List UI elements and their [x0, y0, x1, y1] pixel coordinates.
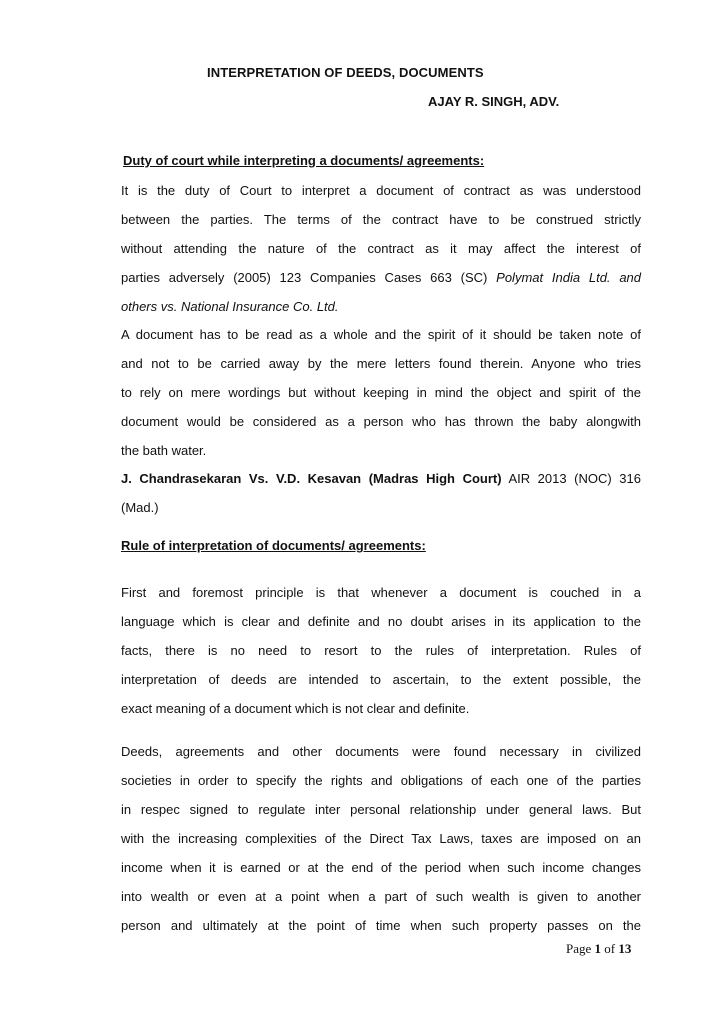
citation-court: (Mad.) — [121, 500, 159, 515]
citation-case-title: J. Chandrasekaran Vs. V.D. Kesavan (Madras High Court) — [121, 471, 502, 486]
paragraph-duty-of-court — [121, 176, 641, 321]
paragraph-line: with the increasing complexities of the Direct Tax Laws, taxes are imposed on an — [121, 831, 641, 846]
paragraph-line: income when it is earned or at the end of the period when such income changes — [121, 860, 641, 875]
paragraph-deeds-agreements — [121, 737, 641, 940]
paragraph-line: interpretation of deeds are intended to ascertain, to the extent possible, the — [121, 672, 641, 687]
paragraph-line: between the parties. The terms of the contract have to be construed strictly — [121, 212, 641, 227]
citation-line — [121, 464, 641, 493]
paragraph-line: First and foremost principle is that whenever a document is couched in a — [121, 585, 641, 600]
page-number-footer — [566, 941, 631, 957]
paragraph-line: A document has to be read as a whole and the spirit of it should be taken note of — [121, 327, 641, 342]
paragraph-line: document would be considered as a person who has thrown the baby alongwith — [121, 414, 641, 429]
case-citation — [121, 464, 641, 522]
paragraph-line: Deeds, agreements and other documents were found necessary in civilized — [121, 744, 641, 759]
page-label: Page — [566, 941, 595, 956]
paragraph-line: the bath water. — [121, 443, 207, 458]
paragraph-line: It is the duty of Court to interpret a document of contract as was understood — [121, 183, 641, 198]
paragraph-line: into wealth or even at a point when a part of such wealth is given to another — [121, 889, 641, 904]
paragraph-line: person and ultimately at the point of time when such property passes on the — [121, 918, 641, 933]
case-name-continued: others vs. National Insurance Co. Ltd. — [121, 299, 339, 314]
paragraph-line: and not to be carried away by the mere letters found therein. Anyone who tries — [121, 356, 641, 371]
paragraph-line: exact meaning of a document which is not clear and definite. — [121, 701, 470, 716]
current-page-number: 1 — [594, 941, 602, 956]
case-name: Polymat India Ltd. and — [496, 270, 642, 285]
paragraph-line: language which is clear and definite and no doubt arises in its application to the — [121, 614, 641, 629]
document-title: INTERPRETATION OF DEEDS, DOCUMENTS — [207, 65, 484, 80]
paragraph-line: societies in order to specify the rights and obligations of each one of the parties — [121, 773, 641, 788]
document-author: AJAY R. SINGH, ADV. — [428, 94, 560, 109]
paragraph-line: to rely on mere wordings but without keeping in mind the object and spirit of the — [121, 385, 641, 400]
paragraph-line: in respec signed to regulate inter personal relationship under general laws. But — [121, 802, 641, 817]
citation-reference: AIR 2013 (NOC) 316 — [501, 471, 641, 486]
paragraph-first-principle — [121, 578, 641, 723]
paragraph-line: without attending the nature of the contract as it may affect the interest of — [121, 241, 641, 256]
paragraph-text: parties adversely (2005) 123 Companies Cases 663 (SC) — [121, 270, 488, 285]
section-heading-duty-of-court: Duty of court while interpreting a documents/ agreements: — [123, 153, 485, 168]
paragraph-read-as-whole — [121, 320, 641, 465]
section-heading-rule-of-interpretation: Rule of interpretation of documents/ agreements: — [121, 538, 426, 553]
total-page-count: 13 — [618, 941, 632, 956]
of-label: of — [601, 941, 619, 956]
paragraph-line-with-case — [121, 263, 641, 292]
paragraph-line: facts, there is no need to resort to the rules of interpretation. Rules of — [121, 643, 641, 658]
